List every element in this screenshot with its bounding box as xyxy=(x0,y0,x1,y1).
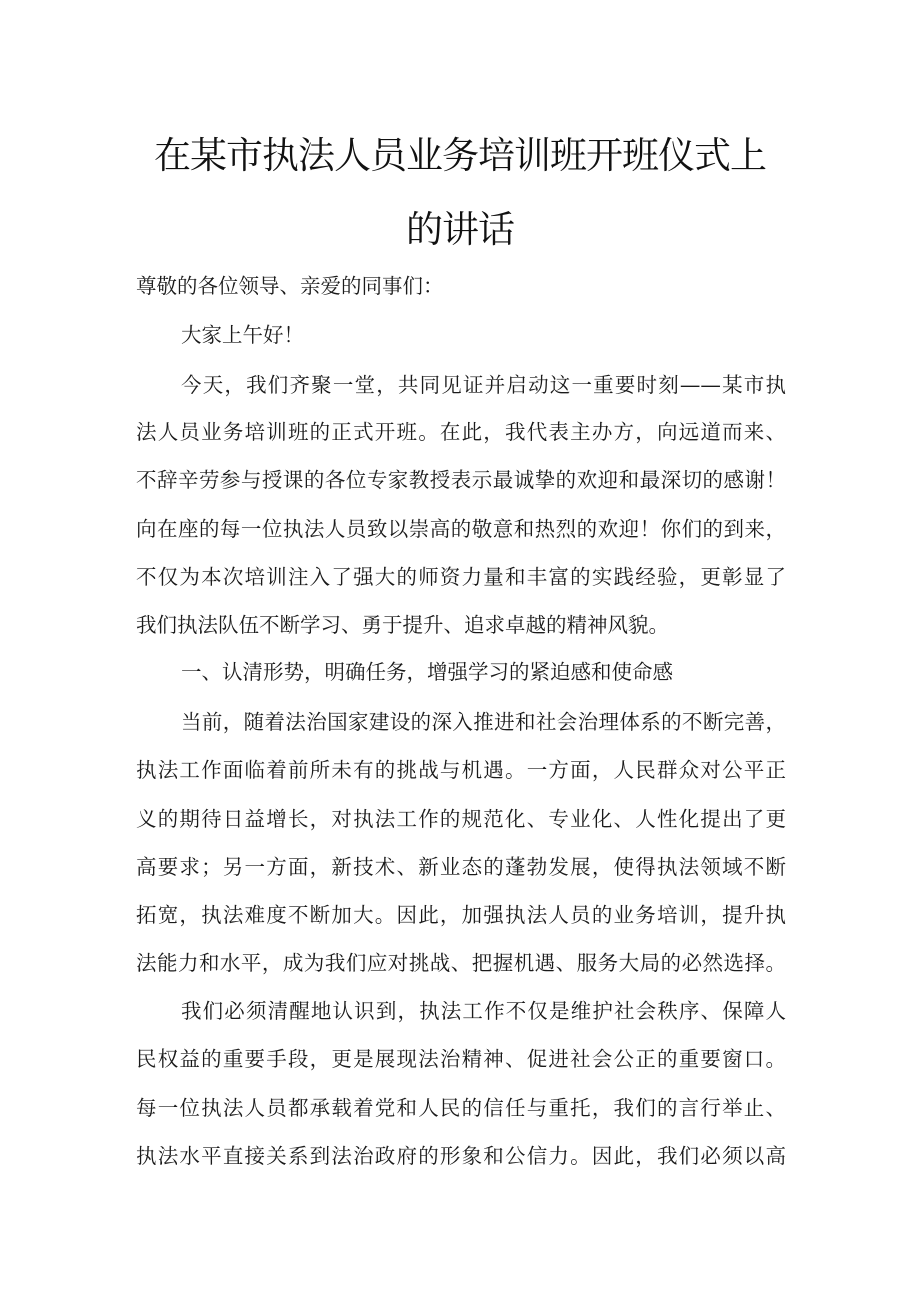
paragraph-line: 执法水平直接关系到法治政府的形象和公信力。因此，我们必须以高 xyxy=(136,1144,786,1168)
paragraph-line: 高要求；另一方面，新技术、新业态的蓬勃发展，使得执法领域不断 xyxy=(136,855,786,879)
document-title-line-1: 在某市执法人员业务培训班开班仪式上 xyxy=(154,134,766,177)
paragraph-line: 不仅为本次培训注入了强大的师资力量和丰富的实践经验，更彰显了 xyxy=(136,565,786,589)
paragraph-line: 我们必须清醒地认识到，执法工作不仅是维护社会秩序、保障人 xyxy=(181,999,786,1023)
greeting: 大家上午好！ xyxy=(181,323,304,347)
section-heading: 一、认清形势，明确任务，增强学习的紧迫感和使命感 xyxy=(181,660,673,684)
paragraph-line: 法人员业务培训班的正式开班。在此，我代表主办方，向远道而来、 xyxy=(136,420,786,444)
paragraph-line: 当前，随着法治国家建设的深入推进和社会治理体系的不断完善， xyxy=(181,710,786,734)
paragraph-line: 拓宽，执法难度不断加大。因此，加强执法人员的业务培训，提升执 xyxy=(136,903,786,927)
document-title-line-2: 的讲话 xyxy=(406,208,514,251)
paragraph-line: 每一位执法人员都承载着党和人民的信任与重托，我们的言行举止、 xyxy=(136,1096,786,1120)
paragraph-line: 向在座的每一位执法人员致以崇高的敬意和热烈的欢迎！你们的到来， xyxy=(136,517,786,541)
paragraph-line: 今天，我们齐聚一堂，共同见证并启动这一重要时刻——某市执 xyxy=(181,373,786,397)
paragraph-line: 不辞辛劳参与授课的各位专家教授表示最诚挚的欢迎和最深切的感谢！ xyxy=(136,468,786,492)
paragraph-line: 民权益的重要手段，更是展现法治精神、促进社会公正的重要窗口。 xyxy=(136,1047,786,1071)
salutation: 尊敬的各位领导、亲爱的同事们： xyxy=(136,274,444,298)
paragraph-line: 义的期待日益增长，对执法工作的规范化、专业化、人性化提出了更 xyxy=(136,807,786,831)
paragraph-line: 我们执法队伍不断学习、勇于提升、追求卓越的精神风貌。 xyxy=(136,613,669,637)
paragraph-line: 执法工作面临着前所未有的挑战与机遇。一方面，人民群众对公平正 xyxy=(136,758,786,782)
paragraph-line: 法能力和水平，成为我们应对挑战、把握机遇、服务大局的必然选择。 xyxy=(136,951,786,975)
